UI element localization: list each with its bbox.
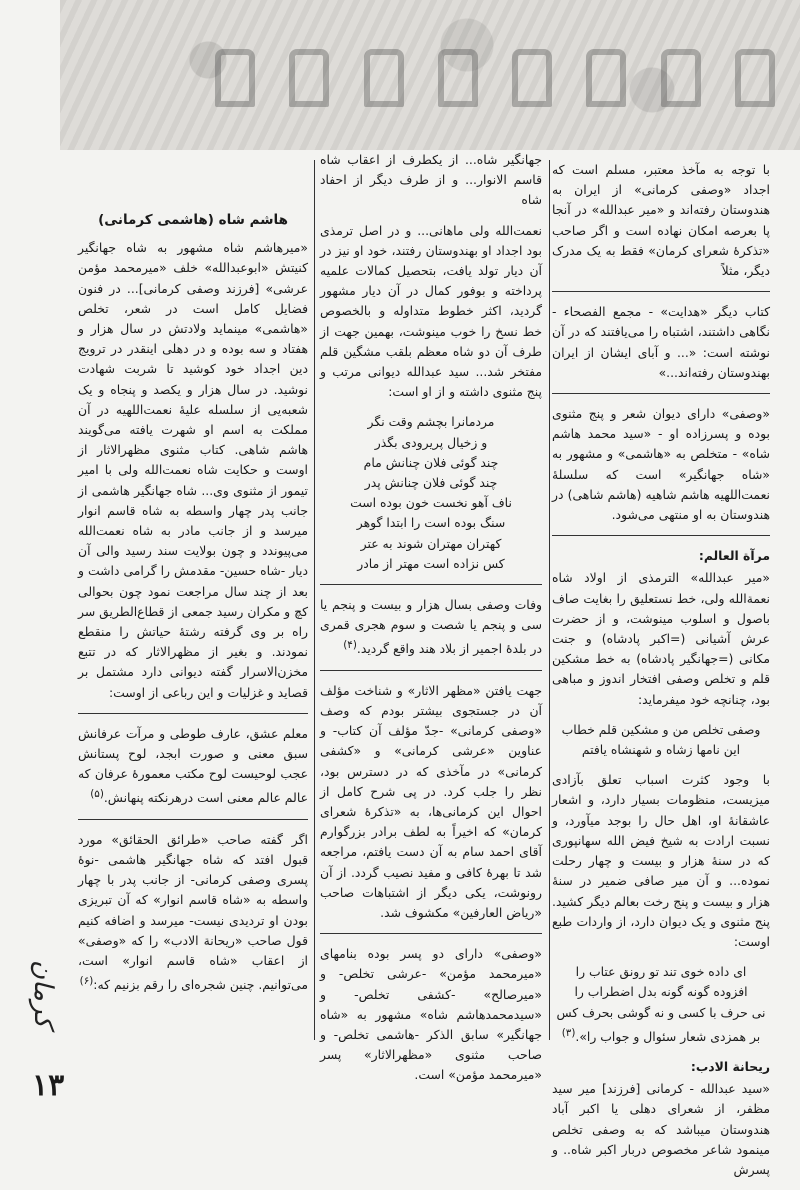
- source-label: مرآة العالم:: [698, 548, 770, 564]
- calligraphy-glyph: [438, 49, 478, 107]
- poem-line: افزوده گونه گونه بدل اضطراب را: [574, 984, 748, 1000]
- poem-line: این نامها زشاه و شهنشاه یافتم: [581, 742, 741, 758]
- paragraph-text: وفات وصفی بسال هزار و بیست و پنجم یا سی و پنجم یا شصت و سوم هجری قمری در بلدهٔ اجمیر از بلاد هند واقع گردید.: [320, 597, 542, 657]
- poem-block: [552, 962, 770, 1047]
- calligraphy-glyph: [215, 49, 255, 107]
- poem-line: ناف آهو نخست خون بوده است: [350, 495, 512, 511]
- paragraph: کتاب دیگر «هدایت» - مجمع الفصحاء - نگاهی داشتند، اشتباه را می‌یافتند که در آن نوشته است: «... و آبای ایشان از ایران بهندوستان رفته‌اند...»: [552, 304, 770, 380]
- calligraphy-glyph: [512, 49, 552, 107]
- poem-line: کهتران مهتران شوند به عتر: [360, 535, 502, 551]
- poem-line: چند گوئی فلان چنانش پدر: [364, 475, 498, 491]
- poem-block: [552, 720, 770, 760]
- paragraph: نعمت‌الله ولی ماهانی... و در اصل ترمذی بود اجداد او بهندوستان رفتند، خود او نیز در آن دیار تولد یافت، بتحصیل کمالات علمیه پرداخته و بوفور کمال در آن دیار مشهور گردید، اکثر خطوط متداوله و بالخصوص خط نسخ را خوب مینوشت، بهمین جهت از طرف آن دو شاه معظم بلقب مشگین قلم مفتخر شد... سید عبدالله دیوانی مرتب و پنج مثنوی داشته و از او است:: [320, 222, 542, 400]
- source-label: ریحانة الادب:: [690, 1059, 770, 1075]
- poem-line: و زخیال پریرودی بگذر: [374, 434, 488, 450]
- column-divider: [549, 160, 550, 1040]
- poem-line: مردمانرا بچشم وقت نگر: [367, 414, 495, 430]
- header-decorative-banner: [60, 0, 800, 150]
- section-divider: [320, 933, 542, 934]
- footnote-ref: (۴): [343, 639, 357, 652]
- poem-line: بر همزدی شعار سئوال و جواب را».: [575, 1028, 761, 1044]
- column-divider: [314, 160, 315, 1040]
- poem-line: وصفی تخلص من و مشکین قلم خطاب: [561, 721, 761, 737]
- footnote-ref: (۶): [79, 975, 94, 988]
- paragraph: با وجود کثرت اسباب تعلق بآزادی میزیست، منظومات بسیار دارد، و اشعار عاشقانهٔ او، اهل حال را بوجد میآورد، و نسبت ارادت به شیخ فیض الله سهانپوری که در سنهٔ هزار و بیست و چهار رحلت نموده... و آن میر صافی ضمیر در سنهٔ هزار و بیست و پنج رخت بعالم دیگر کشید. پنج مثنوی و یک دیوان دارد، از واردات طبع اوست:: [552, 772, 770, 949]
- section-divider: [552, 535, 770, 536]
- footnote-ref: (۳): [561, 1026, 576, 1039]
- kerman-logo: کرمان: [28, 960, 58, 1028]
- paragraph-text: اگر گفته صاحب «طرائق الحقائق» مورد قبول افتد که شاه جهانگیر هاشمی -نوهٔ پسری وصفی کرمانی- از جانب پدر با چهار واسطه به «شاه قاسم انوار» که آن تبریزی بودن او تردیدی نیست- میرسد و اضافه کنیم قول صاحب «ریحانة الادب» را که «وصفی» از اعقاب «شاه قاسم انوار» است، می‌توانیم. چنین شجره‌ای را رقم بزنیم که:: [78, 831, 308, 993]
- paragraph: جهت یافتن «مظهر الاثار» و شناخت مؤلف آن در جستجوی بیشتر بودم که وصف «وصفی کرمانی» -جدّ مؤلف آن کتاب- و عناوین «عرشی کرمانی» و «کشفی کرمانی» در مآخذی که در دسترس بود، نظر را جلب کرد. در پی شرح کامل از احوال این کرمانی‌ها، به «تذکرهٔ شعرای کرمان» که اخیراً به لطف برادر بزرگوارم آقای احمد سام به آن دست یافتم، مراجعه شد تا بهرهٔ کافی و مفید نصیب گردد. از آن رونوشت، یکی دیگر از اشتباهات صاحب «ریاض العارفین» مکشوف شد.: [320, 682, 542, 921]
- section-divider: [78, 713, 308, 714]
- poem-block: [320, 412, 542, 574]
- page-number: ۱۳: [32, 1068, 65, 1103]
- poem-line: نی حرف با کسی و نه گوشی بحرف کس: [556, 1004, 766, 1020]
- calligraphy-glyph: [661, 49, 701, 107]
- quatrain: [78, 724, 308, 809]
- poem-line: چند گوئی فلان چنانش مام: [363, 454, 499, 470]
- paragraph: [78, 830, 308, 996]
- footnote-ref: (۵): [90, 788, 104, 801]
- column-left: [78, 210, 308, 1006]
- calligraphy-glyph: [289, 49, 329, 107]
- calligraphy-glyph: [364, 49, 404, 107]
- column-right: [552, 160, 770, 1190]
- poem-line: ای داده خوی تند تو رونق عتاب را: [575, 964, 747, 980]
- paragraph: «میرهاشم شاه مشهور به شاه جهانگیر کنیتش «ابوعبدالله» خلف «میرمحمد مؤمن عرشی» [فرزند وصفی کرمانی]... در فنون فضایل کامل است در شعر، تخلص «هاشمی» مینماید ولادتش در سال هزار و هفتاد و سه بوده و در دهلی اینقدر در ترویج دین اجداد خود کوشید تا شربت شهادت نوشید. در سال هزار و یکصد و پنجاه و یک شعبه‌یی از سلسله علیهٔ نعمت‌اللهیه در آن مملکت به اسم او شهرت یافته می‌گویند هاشم شاهی. کتاب مثنوی مظهرالاثار از اوست و حکایت شاه نعمت‌الله ولی با امیر تیمور از مثنوی وی... شاه جهانگیر هاشمی از جانب پدر چهار واسطه به شاه قاسم انوار میرسد و از جانب مادر به شاه نعمت‌الله می‌پیوندد و چون بولایت سند رسید والی آن دیار -شاه حسین- مقدمش را گرامی داشت و بعد از چند سال مراجعت نمود چون بحوالی کچ و مکران رسید جمعی از قطاع‌الطریق سر راه بر وی گرفته رشتهٔ حیاتش را منقطع نمودند. و بغیر از مظهرالاثار که در تتبع مخزن‌الاسرار گفته دیوانی دارد مشتمل بر قصاید و غزلیات و این رباعی از اوست:: [78, 240, 308, 700]
- column-middle: [320, 150, 542, 1096]
- section-divider: [320, 584, 542, 585]
- paragraph: با توجه به مآخذ معتبر، مسلم است که اجداد «وصفی کرمانی» از ایران به هندوستان رفته‌اند و «میر عبدالله» در آنجا پا بعرصه امکان نهاده است و اگر صاحب «تذکرهٔ شعرای کرمان» فقط به یک مدرک دیگر، مثلاً: [552, 162, 770, 279]
- section-divider: [320, 670, 542, 671]
- quote-paragraph: «میر عبدالله» الترمذی از اولاد شاه نعمة‌الله ولی، خط نستعلیق را بغایت صاف باصول و اسلوب مینوشت، و از حضرت عرش آشیانی (=اکبر پادشاه) و جنت مکانی (=جهانگیر پادشاه) به خط مشکین قلم و تخلص وصفی افتخار اندوز و مباهی بود، چنانچه خود میفرماید:: [552, 570, 770, 707]
- section-divider: [552, 291, 770, 292]
- paragraph: [320, 595, 542, 660]
- calligraphy-glyph: [586, 49, 626, 107]
- paragraph: جهانگیر شاه... از یکطرف از اعقاب شاه قاسم الانوار... و از طرف دیگر از احفاد شاه: [320, 152, 542, 208]
- quote-paragraph: «سید عبدالله - کرمانی [فرزند] میر سید مظفر، از شعرای دهلی یا اکبر آباد هندوستان میباشد که به وصفی تخلص مینمود شاعر مخصوص دربار اکبر شاه.. و پسرش: [552, 1081, 770, 1178]
- section-divider: [552, 393, 770, 394]
- quatrain-text: معلم عشق، عارف طوطی و مرآت عرفانش سبق معنی و صورت ابجد، لوح پستانش عجب لوحیست لوح مکتب معمورهٔ عرفان که عالم عالم معنی است درهرنکته پنهانش.: [78, 725, 308, 806]
- section-divider: [78, 819, 308, 820]
- paragraph: «وصفی» دارای دو پسر بوده بنامهای «میرمحمد مؤمن» -عرشی تخلص- و «میرصالح» -کشفی تخلص- و «سیدمحمدهاشم شاه» مشهور به «شاه جهانگیر» سابق الذکر -هاشمی تخلص- و صاحب مثنوی «مظهرالاثار» پسر «میرمحمد مؤمن» است.: [320, 946, 542, 1083]
- paragraph: «وصفی» دارای دیوان شعر و پنج مثنوی بوده و پسرزاده او - «سید محمد هاشم شاه» - متخلص به «هاشمی» و مشهور به «شاه جهانگیر» است که سلسلهٔ نعمت‌اللهیه هاشم شاهیه (هاشم شاهی) در هندوستان به او منتهی می‌شود.: [552, 406, 770, 523]
- calligraphy-ornament: [215, 38, 775, 118]
- section-title: هاشم شاه (هاشمی کرمانی): [98, 212, 288, 228]
- poem-line: کس نزاده است مهتر از مادر: [357, 555, 505, 571]
- poem-line: سنگ بوده است را ابتدا گوهر: [356, 515, 506, 531]
- calligraphy-glyph: [735, 49, 775, 107]
